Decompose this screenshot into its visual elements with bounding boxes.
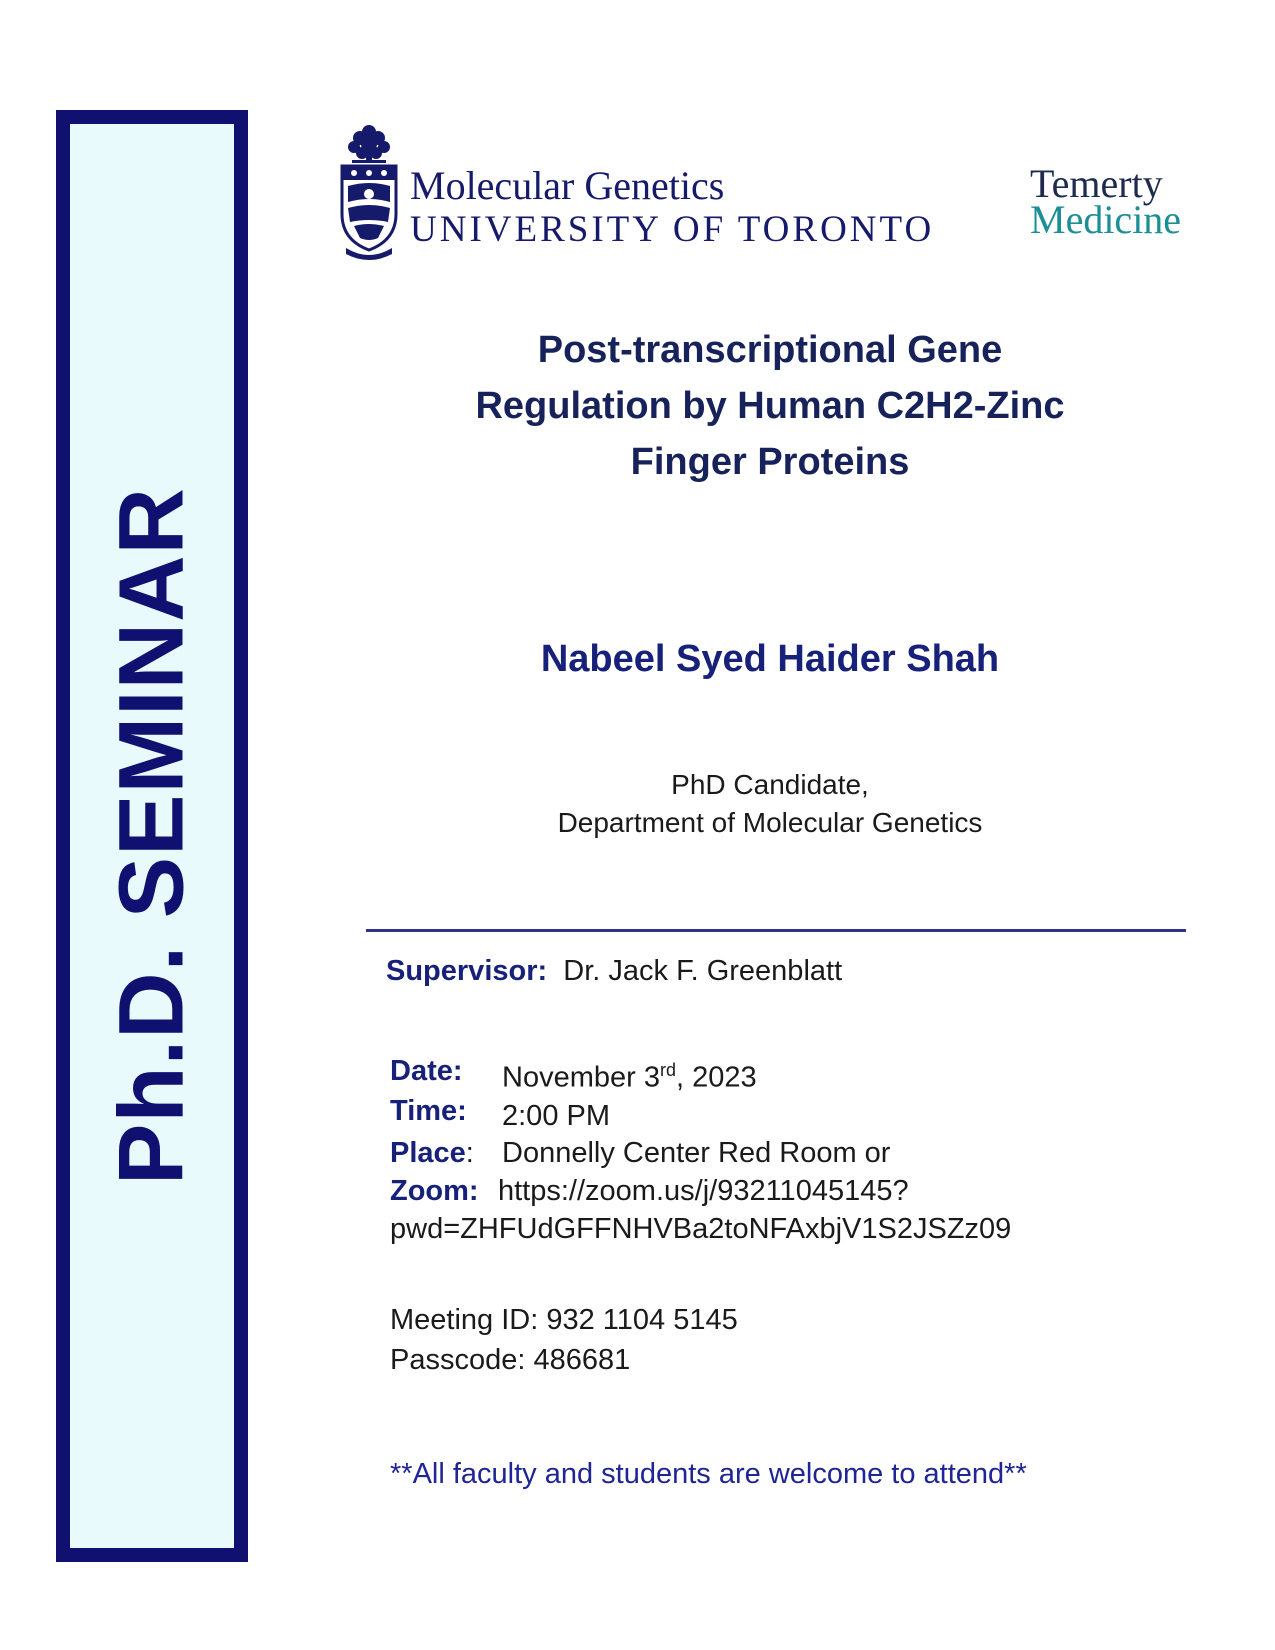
- welcome-note: **All faculty and students are welcome to attend**: [390, 1458, 1027, 1490]
- department-name: Molecular Genetics: [410, 163, 725, 208]
- zoom-row: [390, 1175, 909, 1208]
- banner-title: Ph.D. SEMINAR: [100, 487, 203, 1185]
- meeting-info: [390, 1300, 738, 1380]
- section-divider: [366, 929, 1186, 932]
- place-colon: :: [465, 1137, 474, 1169]
- time-label: Time:: [390, 1095, 467, 1127]
- time-value: 2:00 PM: [502, 1100, 610, 1132]
- zoom-label: Zoom:: [390, 1175, 479, 1207]
- time-row: [390, 1095, 610, 1132]
- supervisor-label: Supervisor:: [386, 955, 548, 987]
- place-value: Donnelly Center Red Room or: [502, 1137, 891, 1169]
- speaker-role: [360, 766, 1180, 842]
- place-row: [390, 1137, 891, 1170]
- date-suffix: rd: [659, 1060, 676, 1080]
- speaker-name: Nabeel Syed Haider Shah: [540, 638, 1000, 680]
- university-crest-icon: [338, 122, 400, 262]
- supervisor-value: Dr. Jack F. Greenblatt: [563, 955, 843, 987]
- temerty-logo: [1030, 161, 1220, 242]
- date-row: [390, 1055, 757, 1094]
- supervisor-line: [386, 955, 842, 988]
- zoom-link[interactable]: https://zoom.us/j/93211045145?: [498, 1175, 909, 1207]
- seminar-title-line1: Post-transcriptional Gene: [537, 329, 1003, 371]
- temerty-logo-line2: Medicine: [1030, 197, 1182, 242]
- university-name: UNIVERSITY OF TORONTO: [410, 209, 935, 250]
- date-value: [502, 1060, 757, 1095]
- temerty-logo-line1: Temerty: [1030, 161, 1163, 206]
- date-day: November 3: [502, 1061, 660, 1094]
- place-label: Place: [390, 1137, 466, 1169]
- date-year: , 2023: [675, 1061, 757, 1094]
- meeting-id: Meeting ID: 932 1104 5145: [390, 1304, 738, 1336]
- seminar-title-line3: Finger Proteins: [630, 441, 910, 483]
- uoft-logo: [338, 122, 978, 262]
- speaker-role-line2: Department of Molecular Genetics: [557, 807, 983, 838]
- meeting-passcode: Passcode: 486681: [390, 1344, 631, 1376]
- speaker-role-line1: PhD Candidate,: [671, 769, 869, 800]
- date-label: Date:: [390, 1055, 463, 1087]
- side-banner: [56, 110, 248, 1562]
- zoom-link-continued[interactable]: pwd=ZHFUdGFFNHVBa2toNFAxbjV1S2JSZz09: [390, 1213, 1012, 1245]
- seminar-title-line2: Regulation by Human C2H2-Zinc: [475, 385, 1065, 427]
- seminar-title: [360, 322, 1180, 490]
